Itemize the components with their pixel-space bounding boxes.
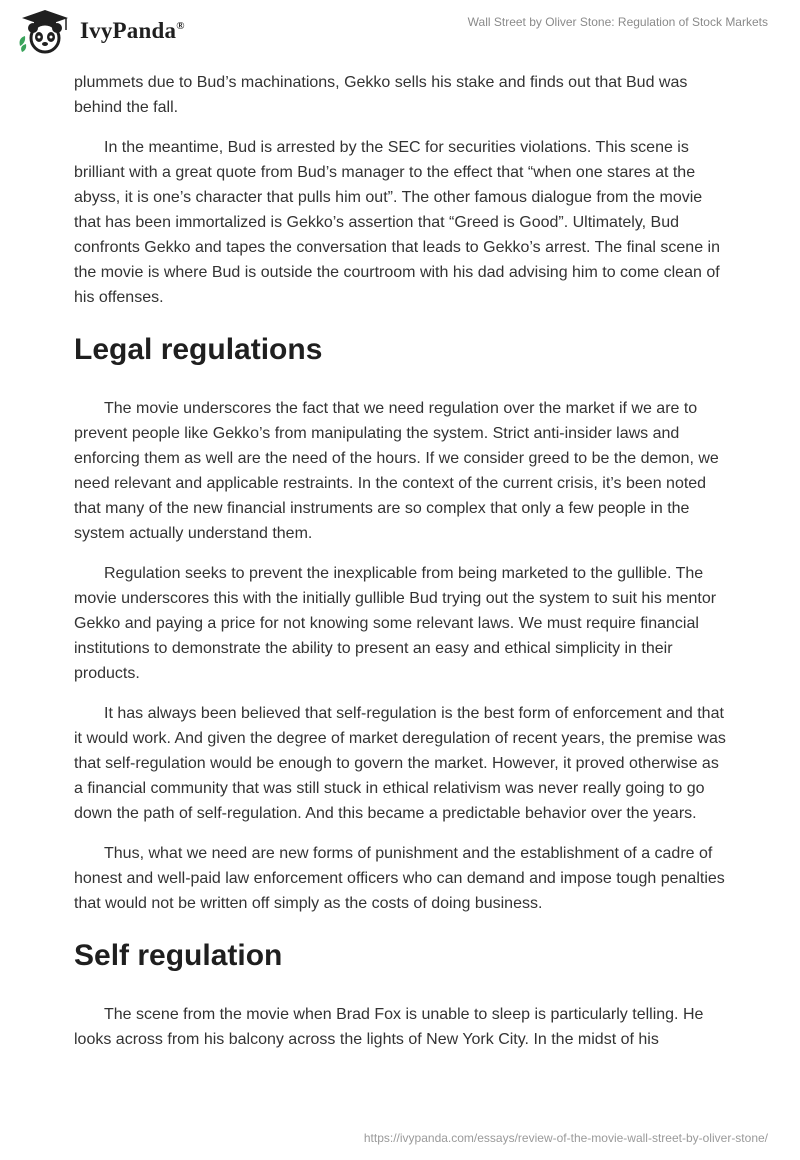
paragraph: Thus, what we need are new forms of punishment and the establishment of a cadre of honest and well-paid law enforcement officers who can demand and impose tough penalties that would not be written off simply as the costs of doing business.	[74, 845, 725, 912]
brand-name: IvyPanda®	[80, 18, 185, 43]
page-header	[0, 0, 800, 70]
paragraph: The movie underscores the fact that we need regulation over the market if we are to prevent people like Gekko’s from manipulating the system. Strict anti-insider laws and enforcing them as well are the need of the hours. If we consider greed to be the demon, we need relevant and applicable restraints. In the context of the current crisis, it’s been noted that many of the new financial instruments are so complex that only a few people in the system actually understand them.	[74, 400, 719, 542]
section-heading-self-regulation: Self regulation	[74, 939, 283, 972]
source-url-link[interactable]: https://ivypanda.com/essays/review-of-the-movie-wall-street-by-oliver-stone/	[363, 1131, 768, 1145]
paragraph: plummets due to Bud’s machinations, Gekko sells his stake and finds out that Bud was behind the fall.	[74, 74, 688, 116]
section-heading-legal-regulations: Legal regulations	[74, 333, 323, 366]
paragraph: Regulation seeks to prevent the inexplicable from being marketed to the gullible. The movie underscores this with the initially gullible Bud trying out the system to suit his mentor Gekko and paying a price for not knowing some relevant laws. We must require financial institutions to demonstrate the ability to present an easy and ethical simplicity in their products.	[74, 565, 717, 682]
paragraph: The scene from the movie when Brad Fox is unable to sleep is particularly telling. He looks across from his balcony across the lights of New York City. In the midst of his	[74, 1006, 704, 1048]
panda-graduate-icon	[16, 8, 74, 54]
document-title: Wall Street by Oliver Stone: Regulation of Stock Markets	[467, 15, 768, 29]
registered-mark: ®	[176, 20, 185, 32]
paragraph: In the meantime, Bud is arrested by the SEC for securities violations. This scene is brilliant with a great quote from Bud’s manager to the effect that “when one stares at the abyss, it is one’s character that pulls him out”. The other famous dialogue from the movie that has been immortalized is Gekko’s assertion that “Greed is Good”. Ultimately, Bud confronts Gekko and tapes the conversation that leads to Gekko’s arrest. The final scene in the movie is where Bud is outside the courtroom with his dad advising him to come clean of his offenses.	[74, 139, 720, 306]
ivypanda-logo[interactable]	[16, 8, 185, 54]
essay-body	[74, 70, 726, 1067]
paragraph: It has always been believed that self-regulation is the best form of enforcement and that it would work. And given the degree of market deregulation of recent years, the premise was that self-regulation would be enough to govern the market. However, it proved otherwise as a financial community that was still stuck in ethical relativism was never really going to go down the path of self-regulation. And this became a predictable behavior over the years.	[74, 705, 726, 822]
